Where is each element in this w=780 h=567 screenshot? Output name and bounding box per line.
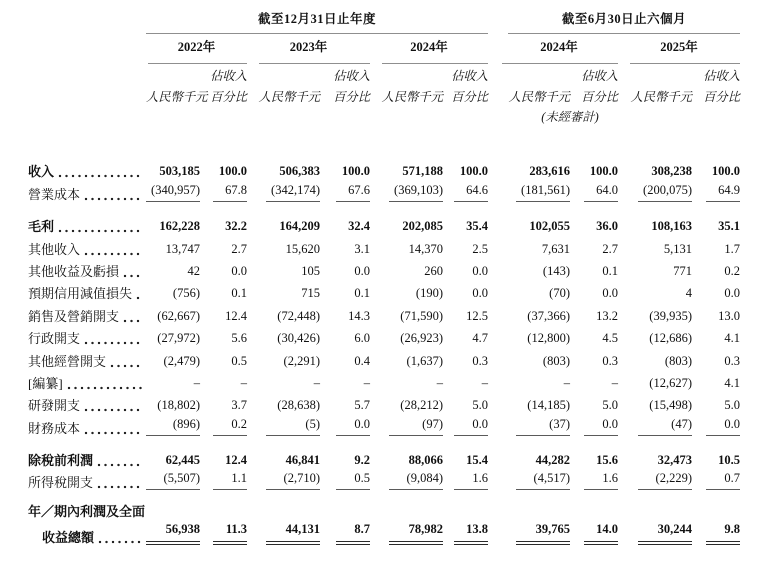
pct-value: 12.4 xyxy=(225,453,247,468)
table-row xyxy=(28,447,780,469)
pct-value: 2.5 xyxy=(472,241,488,256)
amount-value: (37,366) xyxy=(527,308,570,323)
amount-value: (28,212) xyxy=(400,398,443,413)
amount-value: (143) xyxy=(542,263,570,278)
pct-value: 36.0 xyxy=(596,219,618,234)
pct-value: 13.8 xyxy=(443,522,488,546)
pct-value: 4.5 xyxy=(602,331,618,346)
pct-value: 2.7 xyxy=(602,241,618,256)
rmb-thousand-caption: 人民幣千元 xyxy=(508,90,570,104)
amount-value: 62,445 xyxy=(165,453,200,468)
pct-value: 4.1 xyxy=(724,375,740,390)
amount-value: 108,163 xyxy=(651,219,692,234)
pct-value: – xyxy=(481,375,488,390)
amount-value: 56,938 xyxy=(146,522,200,546)
percentage-caption: 百分比 xyxy=(333,90,370,104)
amount-value: (1,637) xyxy=(406,353,443,368)
amount-value: 571,188 xyxy=(402,164,443,179)
table-row xyxy=(28,325,780,347)
amount-value: 44,282 xyxy=(535,453,570,468)
interim-2025-header: 2025年 xyxy=(618,37,740,64)
table-header xyxy=(28,6,780,125)
row-label: 財務成本 xyxy=(28,418,146,437)
rmb-thousand-caption: 人民幣千元 xyxy=(381,90,443,104)
table-row xyxy=(28,392,780,414)
pct-value: 100.0 xyxy=(459,164,488,179)
amount-value: 32,473 xyxy=(657,453,692,468)
table-row xyxy=(28,235,780,257)
pct-value: 5.0 xyxy=(472,398,488,413)
pct-value: 0.0 xyxy=(724,286,740,301)
pct-value: 0.3 xyxy=(724,353,740,368)
pct-value: 0.2 xyxy=(200,417,247,437)
year-2023-header: 2023年 xyxy=(247,37,370,64)
unaudited-note-row xyxy=(28,105,780,125)
amount-value: 30,244 xyxy=(618,522,692,546)
percentage-caption: 百分比 xyxy=(581,90,618,104)
pct-value: 14.0 xyxy=(570,522,618,546)
pct-value: 0.5 xyxy=(231,353,247,368)
pct-value: 32.4 xyxy=(348,219,370,234)
pct-of-revenue-caption: 佔收入 xyxy=(703,69,740,83)
amount-value: (803) xyxy=(664,353,692,368)
amount-value: (47) xyxy=(618,417,692,437)
amount-value: 105 xyxy=(301,263,320,278)
amount-value: (200,075) xyxy=(618,183,692,203)
pct-value: 12.5 xyxy=(466,308,488,323)
pct-value: – xyxy=(363,375,370,390)
amount-value: (2,291) xyxy=(283,353,320,368)
pct-value: 64.9 xyxy=(692,183,740,203)
percentage-caption: 百分比 xyxy=(703,90,740,104)
pct-value: 9.8 xyxy=(692,522,740,546)
pct-value: 4.7 xyxy=(472,331,488,346)
amount-value: (15,498) xyxy=(649,398,692,413)
amount-value: 308,238 xyxy=(651,164,692,179)
row-label: 其他收入 xyxy=(28,239,146,258)
pct-value: 4.1 xyxy=(724,331,740,346)
dot-leader xyxy=(97,463,142,467)
amount-value: (30,426) xyxy=(277,331,320,346)
dot-leader xyxy=(123,319,142,323)
pct-value: 35.1 xyxy=(718,219,740,234)
pct-value: 35.4 xyxy=(466,219,488,234)
amount-value: (18,802) xyxy=(157,398,200,413)
dot-leader xyxy=(110,364,142,368)
amount-value: 78,982 xyxy=(370,522,443,546)
pct-value: 5.0 xyxy=(724,398,740,413)
dot-leader xyxy=(84,252,142,256)
amount-value: (39,935) xyxy=(649,308,692,323)
dot-leader xyxy=(123,274,142,278)
unaudited-note: (未經審計) xyxy=(541,110,599,124)
amount-value: – xyxy=(313,375,320,390)
dot-leader xyxy=(136,296,142,300)
pct-value: 100.0 xyxy=(589,164,618,179)
pct-value: 13.0 xyxy=(718,308,740,323)
dot-leader xyxy=(84,408,142,412)
amount-value: (72,448) xyxy=(277,308,320,323)
dot-leader xyxy=(84,197,142,201)
pct-value: 3.7 xyxy=(231,398,247,413)
period-group-annual: 截至12月31日止年度 xyxy=(146,9,488,34)
pct-value: 100.0 xyxy=(218,164,247,179)
amount-value: 4 xyxy=(685,286,692,301)
pct-value: 0.5 xyxy=(320,471,370,491)
rmb-thousand-caption: 人民幣千元 xyxy=(630,90,692,104)
amount-value: (27,972) xyxy=(157,331,200,346)
pct-value: 0.4 xyxy=(354,353,370,368)
amount-value: 14,370 xyxy=(408,241,443,256)
pct-value: 0.0 xyxy=(472,263,488,278)
amount-value: 102,055 xyxy=(529,219,570,234)
amount-value: 42 xyxy=(187,263,200,278)
pct-of-revenue-caption: 佔收入 xyxy=(210,69,247,83)
pct-value: 9.2 xyxy=(354,453,370,468)
pct-of-revenue-caption: 佔收入 xyxy=(333,69,370,83)
amount-value: (26,923) xyxy=(400,331,443,346)
dot-leader xyxy=(84,341,142,345)
pct-value: 5.7 xyxy=(354,398,370,413)
pct-value: 15.4 xyxy=(466,453,488,468)
pct-value: 5.6 xyxy=(231,331,247,346)
pct-value: – xyxy=(240,375,247,390)
amount-value: (2,229) xyxy=(618,471,692,491)
pct-of-revenue-caption: 佔收入 xyxy=(451,69,488,83)
amount-value: (803) xyxy=(542,353,570,368)
pct-value: 14.3 xyxy=(348,308,370,323)
pct-value: 0.3 xyxy=(602,353,618,368)
amount-value: (340,957) xyxy=(146,183,200,203)
dot-leader xyxy=(58,229,142,233)
amount-value: (4,517) xyxy=(500,471,570,491)
pct-value: 0.0 xyxy=(231,263,247,278)
period-group-interim: 截至6月30日止六個月 xyxy=(508,9,740,34)
pct-value: 100.0 xyxy=(341,164,370,179)
pct-value: 32.2 xyxy=(225,219,247,234)
amount-value: (97) xyxy=(370,417,443,437)
amount-value: (12,627) xyxy=(649,375,692,390)
row-label: 銷售及營銷開支 xyxy=(28,306,146,325)
pct-value: 2.7 xyxy=(231,241,247,256)
pct-value: 11.3 xyxy=(200,522,247,546)
amount-value: 503,185 xyxy=(159,164,200,179)
amount-value: – xyxy=(563,375,570,390)
pct-value: 64.0 xyxy=(570,183,618,203)
row-label: 行政開支 xyxy=(28,328,146,347)
amount-value: (2,479) xyxy=(163,353,200,368)
dot-leader xyxy=(84,431,142,435)
pct-value: 0.0 xyxy=(320,417,370,437)
pct-value: 1.6 xyxy=(570,471,618,491)
amount-value: (12,686) xyxy=(649,331,692,346)
amount-value: 39,765 xyxy=(500,522,570,546)
row-label: 其他經營開支 xyxy=(28,351,146,370)
amount-value: (28,638) xyxy=(277,398,320,413)
amount-value: (71,590) xyxy=(400,308,443,323)
pct-of-revenue-caption: 佔收入 xyxy=(581,69,618,83)
dot-leader xyxy=(97,485,142,489)
pct-value: 100.0 xyxy=(711,164,740,179)
amount-value: (14,185) xyxy=(527,398,570,413)
amount-value: 715 xyxy=(301,286,320,301)
dot-leader xyxy=(58,174,142,178)
pct-value: 64.6 xyxy=(443,183,488,203)
row-label: 其他收益及虧損 xyxy=(28,261,146,280)
amount-value: 7,631 xyxy=(541,241,570,256)
amount-value: (12,800) xyxy=(527,331,570,346)
year-header-row xyxy=(28,34,780,64)
pct-value: 1.6 xyxy=(443,471,488,491)
amount-value: 5,131 xyxy=(663,241,692,256)
amount-value: 13,747 xyxy=(165,241,200,256)
amount-value: 46,841 xyxy=(285,453,320,468)
amount-value: (62,667) xyxy=(157,308,200,323)
amount-value: (5) xyxy=(247,417,320,437)
pct-value: 0.1 xyxy=(354,286,370,301)
amount-value: 260 xyxy=(424,263,443,278)
rmb-thousand-caption: 人民幣千元 xyxy=(146,90,208,104)
amount-value: 164,209 xyxy=(279,219,320,234)
table-row xyxy=(28,414,780,436)
pct-value: 0.0 xyxy=(570,417,618,437)
year-2024-header: 2024年 xyxy=(370,37,488,64)
percentage-caption: 百分比 xyxy=(210,90,247,104)
amount-value: 202,085 xyxy=(402,219,443,234)
amount-value: (369,103) xyxy=(370,183,443,203)
amount-value: 283,616 xyxy=(529,164,570,179)
row-label: 收入 xyxy=(28,161,146,180)
amount-value: (70) xyxy=(549,286,570,301)
pct-value: 0.0 xyxy=(443,417,488,437)
rmb-thousand-caption: 人民幣千元 xyxy=(258,90,320,104)
row-label: 毛利 xyxy=(28,216,146,235)
pct-value: 15.6 xyxy=(596,453,618,468)
pct-value: 0.1 xyxy=(231,286,247,301)
pct-value: 13.2 xyxy=(596,308,618,323)
pct-value: 1.1 xyxy=(200,471,247,491)
amount-value: 506,383 xyxy=(279,164,320,179)
pct-value: 0.7 xyxy=(692,471,740,491)
pct-value: 6.0 xyxy=(354,331,370,346)
pct-value: 0.1 xyxy=(602,263,618,278)
amount-value: (37) xyxy=(500,417,570,437)
amount-value: (2,710) xyxy=(247,471,320,491)
table-body xyxy=(28,158,780,546)
table-row xyxy=(28,469,780,491)
table-row xyxy=(28,213,780,235)
table-row xyxy=(28,158,780,180)
amount-value: (896) xyxy=(146,417,200,437)
amount-value: – xyxy=(193,375,200,390)
amount-value: 44,131 xyxy=(247,522,320,546)
pct-value: 12.4 xyxy=(225,308,247,323)
unit-caption-row xyxy=(28,84,780,105)
pct-value: 0.2 xyxy=(724,263,740,278)
amount-value: (756) xyxy=(172,286,200,301)
year-2022-header: 2022年 xyxy=(146,37,247,64)
dot-leader xyxy=(67,386,142,390)
table-row xyxy=(28,258,780,280)
pct-value: 8.7 xyxy=(320,522,370,546)
pct-value: 0.0 xyxy=(354,263,370,278)
row-label: 營業成本 xyxy=(28,184,146,203)
row-label: 所得稅開支 xyxy=(28,472,146,491)
amount-value: (342,174) xyxy=(247,183,320,203)
table-row xyxy=(28,370,780,392)
pct-value: 67.6 xyxy=(320,183,370,203)
pct-value: 0.3 xyxy=(472,353,488,368)
interim-2024-header: 2024年 xyxy=(500,37,618,64)
dot-leader xyxy=(98,540,142,544)
pct-value: 1.7 xyxy=(724,241,740,256)
pct-value: 67.8 xyxy=(200,183,247,203)
pct-caption-row xyxy=(28,64,780,84)
pct-value: 3.1 xyxy=(354,241,370,256)
amount-value: (5,507) xyxy=(146,471,200,491)
row-label: 預期信用減值損失 xyxy=(28,283,146,302)
percentage-caption: 百分比 xyxy=(451,90,488,104)
row-label: [編纂] xyxy=(28,373,146,392)
pct-value: 0.0 xyxy=(472,286,488,301)
amount-value: 88,066 xyxy=(408,453,443,468)
amount-value: (190) xyxy=(415,286,443,301)
table-row xyxy=(28,501,780,546)
table-row xyxy=(28,302,780,324)
pct-value: 5.0 xyxy=(602,398,618,413)
pct-value: 0.0 xyxy=(692,417,740,437)
amount-value: – xyxy=(436,375,443,390)
pct-value: – xyxy=(611,375,618,390)
table-row xyxy=(28,280,780,302)
amount-value: 15,620 xyxy=(285,241,320,256)
table-row xyxy=(28,347,780,369)
amount-value: (181,561) xyxy=(500,183,570,203)
amount-value: 162,228 xyxy=(159,219,200,234)
row-label: 研發開支 xyxy=(28,395,146,414)
amount-value: 771 xyxy=(673,263,692,278)
amount-value: (9,084) xyxy=(370,471,443,491)
pct-value: 0.0 xyxy=(602,286,618,301)
table-row xyxy=(28,180,780,202)
row-label: 年／期內利潤及全面 收益總額 xyxy=(28,504,146,546)
period-group-row xyxy=(28,6,780,34)
pct-value: 10.5 xyxy=(718,453,740,468)
row-label: 除稅前利潤 xyxy=(28,450,146,469)
